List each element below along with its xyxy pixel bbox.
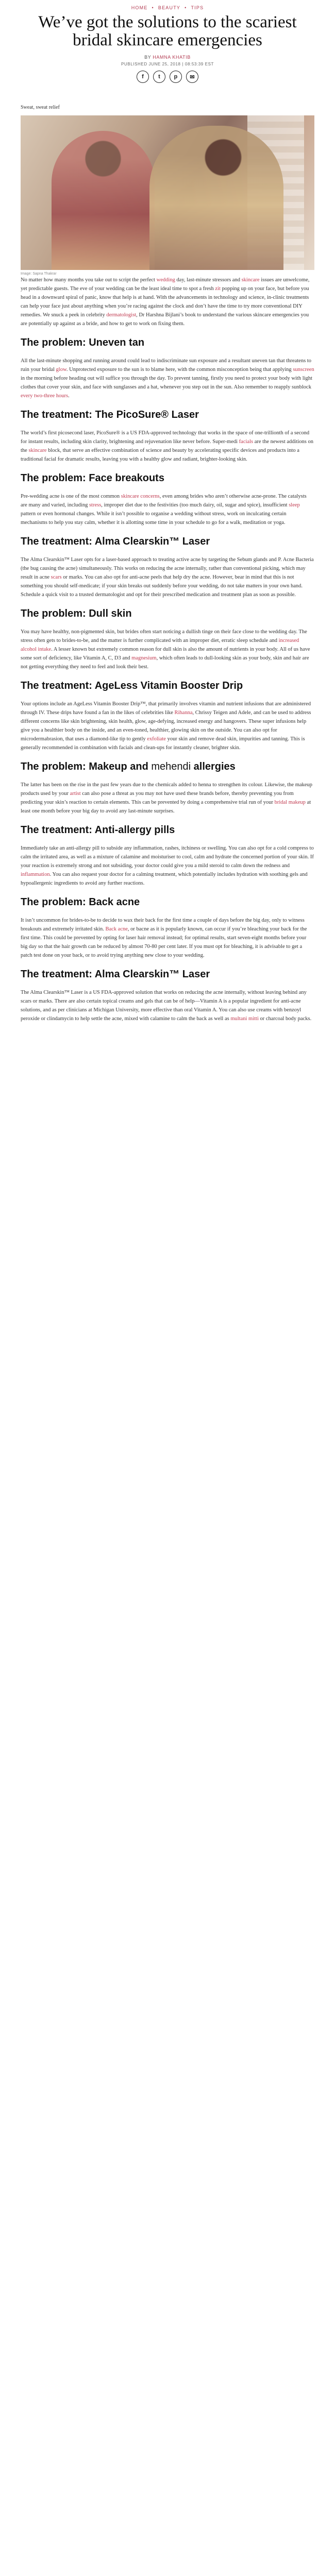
inline-link-skincare-concerns[interactable]: skincare concerns bbox=[121, 494, 160, 499]
text: Pre-wedding acne is one of the most common bbox=[21, 494, 121, 499]
hero-image-figure-right bbox=[149, 126, 283, 270]
inline-link-back-acne[interactable]: Back acne bbox=[105, 926, 128, 932]
text: You may have healthy, non-pigmented skin, but brides often start noticing a dullish tinge on their face close to the wedding day. The stress often gets to brides-to-be, and the matter is further complicated with an improper diet, erratic sleep schedule and bbox=[21, 629, 307, 643]
paragraph-intro bbox=[21, 276, 314, 328]
inline-link-zit[interactable]: zit bbox=[215, 286, 221, 292]
section-heading: The treatment: Anti-allergy pills bbox=[21, 824, 175, 836]
paragraph bbox=[21, 429, 314, 464]
text: can also pose a threat as you may not have used these brands before, thereby preventing you from predicting your skin’s reaction to certain elements. This can be prevented by doing a comprehensive trial run of your bbox=[21, 791, 294, 805]
author-link[interactable]: HAMNA KHATIB bbox=[153, 55, 191, 60]
inline-link-rihanna[interactable]: Rihanna bbox=[174, 710, 193, 716]
text: are the newest additions on the bbox=[21, 439, 314, 453]
section-heading: The problem: Face breakouts bbox=[21, 472, 164, 484]
text: , which often leads to dull-looking skin as your body, skin and hair are not getting everything they need to feel and look their best. bbox=[21, 655, 309, 670]
inline-link-skincare[interactable]: skincare bbox=[241, 277, 260, 283]
text: at least one month before your big day to avoid any last-minute surprises. bbox=[21, 800, 311, 814]
inline-link-facials[interactable]: facials bbox=[239, 439, 254, 445]
text: day, last-minute stressors and bbox=[175, 277, 242, 283]
hero-image bbox=[21, 115, 314, 270]
text: in the morning before heading out will suffice you through the day. To prevent tanning, firstly you need to protect your body with light clothes that cover your skin, and face with sunglasses and a hat, whenever you step out in the sun. Also remember to reapply sunblock bbox=[21, 376, 312, 390]
text: The Alma Clearskin™ Laser opts for a laser-based approach to treating active acne by targeting the Sebum glands and P. Acne Bacteria (the bug causing the acne) simultaneously. This works on reducing the acne internally, rather than conventional picking, which may result in acne bbox=[21, 557, 314, 580]
text: allergies bbox=[191, 761, 236, 772]
inline-link-sleep[interactable]: sleep bbox=[289, 502, 300, 508]
inline-link-glow[interactable]: glow bbox=[56, 367, 66, 372]
paragraph bbox=[21, 700, 314, 752]
paragraph bbox=[21, 555, 314, 599]
breadcrumb-beauty[interactable]: BEAUTY bbox=[158, 5, 181, 10]
text: issues are unwelcome, yet predictable guests. The eve of your wedding can be the least ideal time to spot a fresh bbox=[21, 277, 310, 292]
section-heading: The problem: Uneven tan bbox=[21, 337, 145, 348]
byline-prefix: BY bbox=[144, 55, 152, 60]
inline-link-artist[interactable]: artist bbox=[70, 791, 81, 796]
text: your skin and remove dead skin, impurities and tanning. This is generally recommended in combination with facials and clean-ups for instantly cleaner, brighter skin. bbox=[21, 736, 305, 751]
section-heading bbox=[21, 760, 314, 773]
paragraph bbox=[21, 916, 314, 960]
inline-link-magnesium[interactable]: magnesium bbox=[131, 655, 157, 661]
text: block, that serve an effective combination of science and beauty by accelerating specific devices and products into a traditional facial for dramatic results, leaving you with a healthy glow and radiant, brighter-looking skin. bbox=[21, 448, 299, 462]
text: It isn’t uncommon for brides-to-be to decide to wax their back for the first time a couple of days before the big day, only to witness breakouts and extremely irritated skin. bbox=[21, 918, 305, 932]
paragraph bbox=[21, 357, 314, 400]
section-heading: The treatment: The PicoSure® Laser bbox=[21, 409, 199, 420]
text: , Dr Harshna Bijlani’s book to understand the various skincare emergencies you are potentially up against as a bride, and how to get to work on fixing them. bbox=[21, 312, 309, 327]
inline-link-wedding[interactable]: wedding bbox=[156, 277, 175, 283]
facebook-icon[interactable]: f bbox=[137, 71, 149, 83]
text: No matter how many months you take out to script the perfect bbox=[21, 277, 157, 283]
paragraph bbox=[21, 988, 314, 1023]
text: or charcoal body packs. bbox=[258, 1016, 312, 1022]
inline-link-stress[interactable]: stress bbox=[89, 502, 102, 508]
text: popping up on your face, but before you head in a downward spiral of panic, know that help is at hand. With the advancements in technology and science, in-clinic treatments can help your face just about anything when you’re racing against the clock and don’t have the time to try more conventional DIY remedies. We snuck a peek in celebrity bbox=[21, 286, 309, 318]
hero-image-figure-left bbox=[52, 131, 155, 270]
text: , improper diet due to the festivities (too much dairy, oil, sugar and spice), insufficient bbox=[101, 502, 289, 508]
text: The world’s first picosecond laser, PicoSure® is a US FDA-approved technology that works in the space of one-trillionth of a second for instant results, including skin clarity, brightening and rejuvenation like never before. Super-medi bbox=[21, 430, 310, 445]
text: . You can also request your doctor for a calming treatment, which potentially includes hydration with soothing gels and hypoallergenic ingredients to avoid any further reactions. bbox=[21, 872, 308, 886]
paragraph bbox=[21, 492, 314, 527]
email-icon[interactable]: ✉ bbox=[186, 71, 198, 83]
inline-link-exfoliate[interactable]: exfoliate bbox=[147, 736, 166, 742]
twitter-icon[interactable]: t bbox=[153, 71, 165, 83]
inline-link-inflammation[interactable]: inflammation bbox=[21, 872, 50, 877]
page-title: We’ve got the solutions to the scariest bridal skincare emergencies bbox=[38, 13, 297, 49]
article bbox=[0, 0, 335, 1023]
text: All the last-minute shopping and running around could lead to indiscriminate sun exposure and a resultant uneven tan that threatens to ruin your bridal bbox=[21, 358, 311, 372]
inline-link-alcohol[interactable]: increased alcohol intake bbox=[21, 638, 299, 652]
text: Your options include an AgeLess Vitamin Booster Drip™, that primarily involves vitamin and nutrient infusions that are administered through IV. These drips have found a fan in the likes of celebrities like bbox=[21, 701, 311, 716]
text: Immediately take an anti-allergy pill to subside any inflammation, rashes, itchiness or swelling. You can also opt for a cold compress to calm the irritated area, as well as a mixture of calamine and moisturiser to cool, calm and hydrate the concerned portion of your skin. If your reaction is extremely strong and not subsiding, your doctor could give you a mild steroid to calm down the redness and bbox=[21, 845, 314, 869]
text: . bbox=[68, 393, 70, 399]
text: pattern or even hormonal changes. While it isn’t possible to organise a wedding without stress, work on inculcating certain mechanisms to help you stay calm, whether it is allotting some time in your schedule to go for a walk, meditation or yoga. bbox=[21, 511, 287, 526]
heading-mehendi: mehendi bbox=[151, 761, 191, 772]
text: , even among brides who aren’t otherwise acne-prone. The catalysts are many and varied, including bbox=[21, 494, 307, 508]
article-header bbox=[21, 0, 314, 83]
inline-link-sunscreen[interactable]: sunscreen bbox=[293, 367, 314, 372]
breadcrumb-separator: • bbox=[152, 5, 154, 10]
text: , Chrissy Teigen and Adele, and can be used to address different concerns like skin brightening, skin health, glow, age-defying, increased energy and hangovers. These super infusions help give you a healthier body on the inside, and an even-toned, healthier, glowing skin on the outside. You can also opt for microdermabrasion, that uses a diamond-like tip to gently bbox=[21, 710, 311, 742]
paragraph bbox=[21, 781, 314, 816]
share-bar bbox=[21, 71, 314, 83]
section-heading: The problem: Back acne bbox=[21, 896, 140, 908]
text: . Unprotected exposure to the sun is to blame here, with the common misconception being that applying bbox=[66, 367, 293, 372]
text: or marks. You can also opt for anti-acne peels that help dry the acne. However, bear in mind that this is not something you should self-medicate; if your skin breaks out suddenly before your wedding, do not take matters in your own hand. Schedule a quick visit to a trusted dermatologist and opt for their prescribed medication and treatment plan as soon as possible. bbox=[21, 574, 303, 598]
breadcrumb bbox=[21, 5, 314, 10]
inline-link-reapply[interactable]: every two-three hours bbox=[21, 393, 69, 399]
section-heading: The treatment: Alma Clearskin™ Laser bbox=[21, 536, 210, 547]
text: . A lesser known but extremely common reason for dull skin is also the amount of nutrients in your body. All of us have some sort of deficiency, like Vitamin A, C, D3 and bbox=[21, 647, 310, 661]
section-heading: The treatment: AgeLess Vitamin Booster Drip bbox=[21, 680, 243, 691]
section-heading: The treatment: Alma Clearskin™ Laser bbox=[21, 969, 210, 980]
section-heading: The problem: Dull skin bbox=[21, 608, 132, 619]
inline-link-bridal-makeup[interactable]: bridal makeup bbox=[274, 800, 306, 805]
inline-link-multani-mitti[interactable]: multani mitti bbox=[230, 1016, 259, 1022]
inline-link-skincare[interactable]: skincare bbox=[28, 448, 47, 453]
intro-caption: Sweat, sweat relief bbox=[21, 105, 60, 110]
text: , or bacne as it is popularly known, can occur if you’re bleaching your back for the first time. This could be prevented by opting for laser hair removal instead; for optimal results, start seven-eight months before your big day so that the hair growth can be reduced by almost 70-80 per cent later. If you must opt for bleaching, it is advisable to get a patch test done on your back, or to avoid trying anything new close to your wedding. bbox=[21, 926, 307, 958]
byline bbox=[21, 55, 314, 60]
text: The latter has been on the rise in the past few years due to the chemicals added to henna to strengthen its colour. Likewise, the makeup products used by your bbox=[21, 782, 312, 796]
paragraph bbox=[21, 844, 314, 888]
inline-link-scars[interactable]: scars bbox=[51, 574, 62, 580]
image-credit: Image: Sapna Thakrar bbox=[21, 272, 57, 276]
breadcrumb-tips[interactable]: TIPS bbox=[191, 5, 204, 10]
breadcrumb-home[interactable]: HOME bbox=[131, 5, 148, 10]
text: The problem: Makeup and bbox=[21, 761, 152, 772]
pinterest-icon[interactable]: p bbox=[170, 71, 182, 83]
publish-date: PUBLISHED JUNE 25, 2018 | 08:53:39 EST bbox=[121, 62, 214, 66]
text: The Alma Clearskin™ Laser is a US FDA-approved solution that works on reducing the acne internally, without leaving behind any scars or marks. There are also certain topical creams and gels that can be of help—Vitamin A is a popular ingredient for anti-acne solutions, and as per clinicians at Michigan University, more effective than oral Vitamin A. You can also use creams with benzoyl peroxide or clindamycin to help settle the acne, mixed with calamine to calm the back as well as bbox=[21, 990, 307, 1022]
breadcrumb-separator: • bbox=[185, 5, 187, 10]
paragraph bbox=[21, 628, 314, 671]
inline-link-dermatologist[interactable]: dermatologist bbox=[106, 312, 137, 318]
